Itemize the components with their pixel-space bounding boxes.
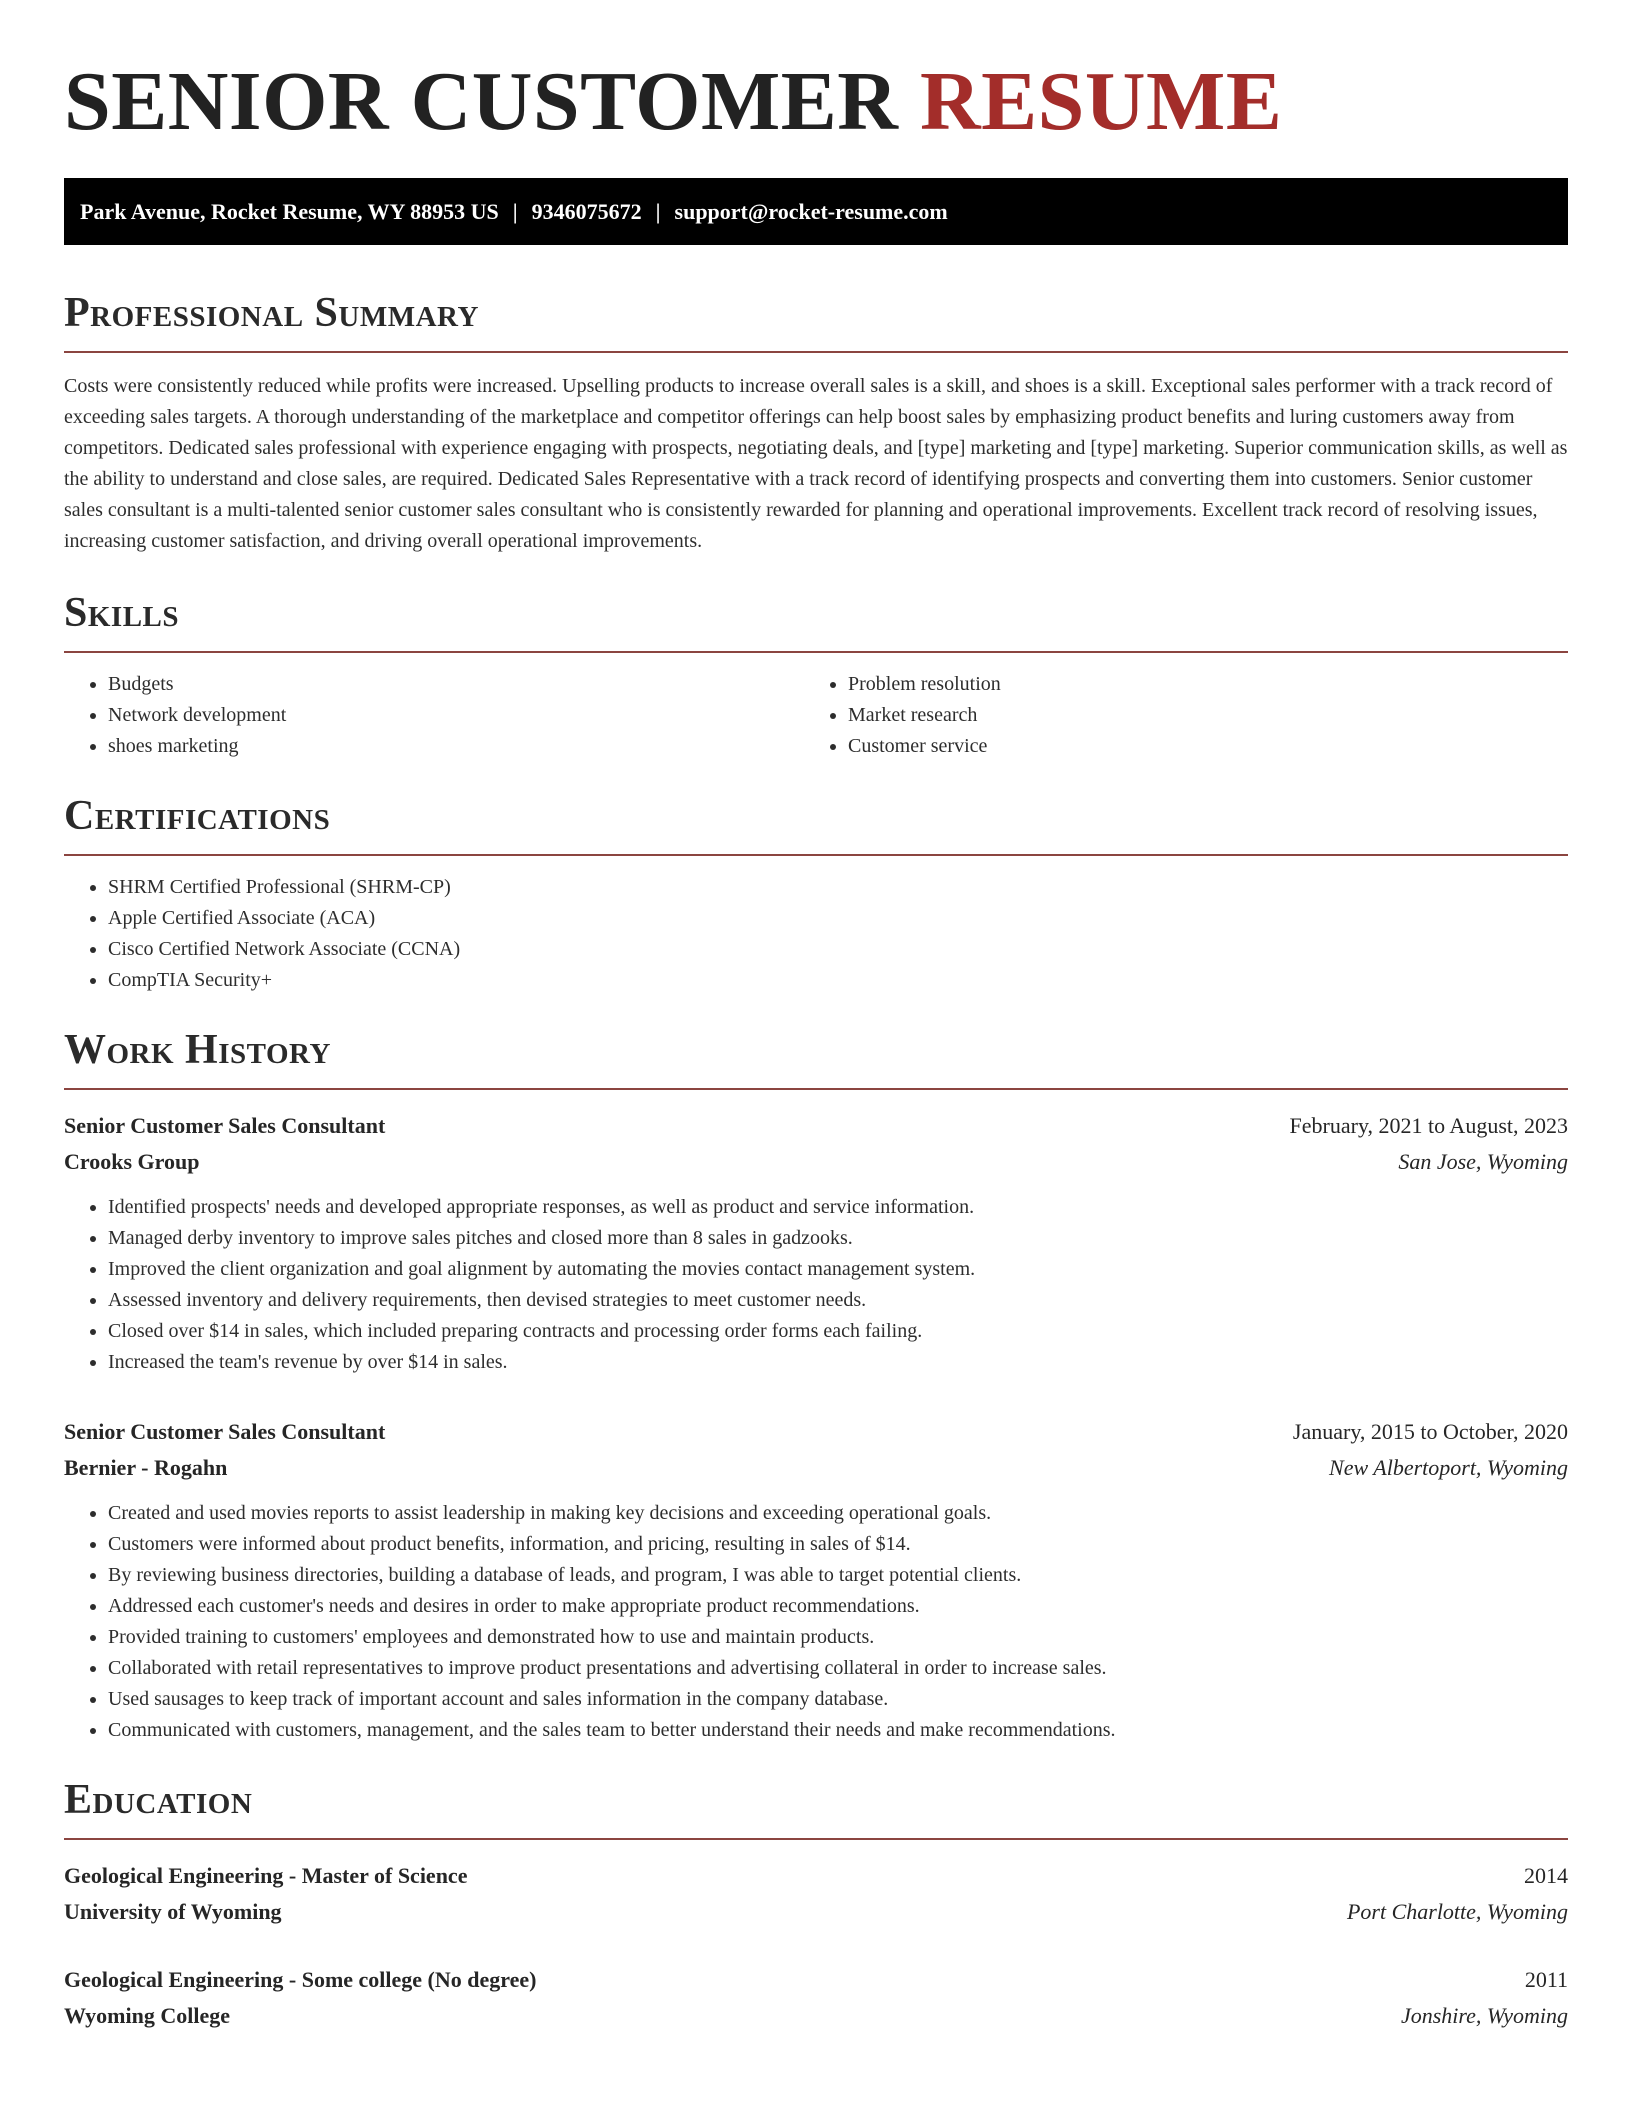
education-entry <box>64 1858 1568 1930</box>
education-school-row <box>64 1894 1568 1930</box>
skills-list-left <box>64 669 804 762</box>
job-bullet: • Managed derby inventory to improve sales pitches and closed more than 8 sales in gadzooks. <box>108 1223 1568 1254</box>
job-bullet: • Identified prospects' needs and developed appropriate responses, as well as product and service information. <box>108 1192 1568 1223</box>
contact-phone: 9346075672 <box>531 199 642 224</box>
resume-title <box>64 52 1568 152</box>
section-divider <box>64 651 1568 653</box>
job-bullet: • Customers were informed about product benefits, information, and pricing, resulting in sales of $14. <box>108 1529 1568 1560</box>
job-bullets <box>64 1498 1568 1746</box>
title-main: SENIOR CUSTOMER <box>64 55 899 148</box>
summary-section <box>64 287 1568 557</box>
job-bullet: • Addressed each customer's needs and desires in order to make appropriate product recommendations. <box>108 1591 1568 1622</box>
skill-item: • Budgets <box>108 669 804 700</box>
job-dates: January, 2015 to October, 2020 <box>1292 1419 1568 1444</box>
job-bullet: • By reviewing business directories, building a database of leads, and program, I was able to target potential clients. <box>108 1560 1568 1591</box>
job-bullet: • Communicated with customers, management, and the sales team to better understand their needs and make recommendations. <box>108 1715 1568 1746</box>
skill-item: • Customer service <box>848 731 1568 762</box>
certifications-section <box>64 790 1568 996</box>
education-school: University of Wyoming <box>64 1899 282 1924</box>
skills-heading: Skills <box>64 590 180 636</box>
contact-bar <box>64 178 1568 245</box>
contact-separator: | <box>512 199 518 224</box>
job-location: San Jose, Wyoming <box>1398 1149 1568 1174</box>
job-entry <box>64 1108 1568 1378</box>
job-title: Senior Customer Sales Consultant <box>64 1113 386 1138</box>
education-year: 2011 <box>1524 1967 1568 1992</box>
education-heading: Education <box>64 1777 253 1823</box>
education-school: Wyoming College <box>64 2003 230 2028</box>
job-bullet: • Improved the client organization and goal alignment by automating the movies contact management system. <box>108 1254 1568 1285</box>
title-accent: RESUME <box>919 55 1283 148</box>
education-degree-row <box>64 1962 1568 1998</box>
job-location: New Albertoport, Wyoming <box>1329 1455 1568 1480</box>
summary-text: Costs were consistently reduced while profits were increased. Upselling products to increase overall sales is a skill, and shoes is a skill. Exceptional sales performer with a track record of exceeding sales targets. A thorough understanding of the marketplace and competitor offerings can help boost sales by emphasizing product benefits and luring customers away from competitors. Dedicated sales professional with experience engaging with prospects, negotiating deals, and [type] marketing and [type] marketing. Superior communication skills, as well as the ability to understand and close sales, are required. Dedicated Sales Representative with a track record of identifying prospects and converting them into customers. Senior customer sales consultant is a multi-talented senior customer sales consultant who is consistently rewarded for planning and operational improvements. Excellent track record of resolving issues, increasing customer satisfaction, and driving overall operational improvements. <box>64 375 1568 552</box>
education-degree: Geological Engineering - Some college (No degree) <box>64 1967 537 1992</box>
job-bullets <box>64 1192 1568 1378</box>
skills-grid <box>64 669 1568 762</box>
skill-item: • shoes marketing <box>108 731 804 762</box>
job-entry <box>64 1414 1568 1746</box>
education-location: Port Charlotte, Wyoming <box>1346 1899 1568 1924</box>
skill-item: • Problem resolution <box>848 669 1568 700</box>
job-company: Bernier - Rogahn <box>64 1455 228 1480</box>
skills-list-right <box>804 669 1568 762</box>
job-bullet: • Assessed inventory and delivery requirements, then devised strategies to meet customer needs. <box>108 1285 1568 1316</box>
contact-separator: | <box>655 199 661 224</box>
certification-item: • Cisco Certified Network Associate (CCNA) <box>108 934 1568 965</box>
section-divider <box>64 351 1568 353</box>
education-degree: Geological Engineering - Master of Science <box>64 1863 468 1888</box>
skill-item: • Market research <box>848 700 1568 731</box>
contact-email: support@rocket-resume.com <box>674 199 948 224</box>
certification-item: • Apple Certified Associate (ACA) <box>108 903 1568 934</box>
work-history-section <box>64 1024 1568 1746</box>
education-entry <box>64 1962 1568 2034</box>
job-title: Senior Customer Sales Consultant <box>64 1419 386 1444</box>
education-degree-row <box>64 1858 1568 1894</box>
job-bullet: • Used sausages to keep track of important account and sales information in the company database. <box>108 1684 1568 1715</box>
education-year: 2014 <box>1524 1863 1568 1888</box>
contact-address: Park Avenue, Rocket Resume, WY 88953 US <box>80 199 499 224</box>
job-header-row <box>64 1108 1568 1144</box>
skills-section <box>64 587 1568 762</box>
job-company: Crooks Group <box>64 1149 200 1174</box>
certifications-heading: Certifications <box>64 793 331 839</box>
job-company-row <box>64 1450 1568 1486</box>
certification-item: • SHRM Certified Professional (SHRM-CP) <box>108 872 1568 903</box>
job-bullet: • Increased the team's revenue by over $14 in sales. <box>108 1347 1568 1378</box>
skill-item: • Network development <box>108 700 804 731</box>
job-bullet: • Provided training to customers' employees and demonstrated how to use and maintain products. <box>108 1622 1568 1653</box>
job-header-row <box>64 1414 1568 1450</box>
job-bullet: • Closed over $14 in sales, which included preparing contracts and processing order forms each failing. <box>108 1316 1568 1347</box>
job-bullet: • Collaborated with retail representatives to improve product presentations and advertising collateral in order to increase sales. <box>108 1653 1568 1684</box>
section-divider <box>64 1838 1568 1840</box>
summary-heading: Professional Summary <box>64 290 479 336</box>
education-location: Jonshire, Wyoming <box>1400 2003 1568 2028</box>
job-dates: February, 2021 to August, 2023 <box>1289 1113 1568 1138</box>
education-section <box>64 1774 1568 2034</box>
education-school-row <box>64 1998 1568 2034</box>
section-divider <box>64 1088 1568 1090</box>
section-divider <box>64 854 1568 856</box>
job-bullet: • Created and used movies reports to assist leadership in making key decisions and exceeding operational goals. <box>108 1498 1568 1529</box>
job-company-row <box>64 1144 1568 1180</box>
work-history-heading: Work History <box>64 1027 331 1073</box>
certification-item: • CompTIA Security+ <box>108 965 1568 996</box>
certifications-list <box>64 872 1568 996</box>
